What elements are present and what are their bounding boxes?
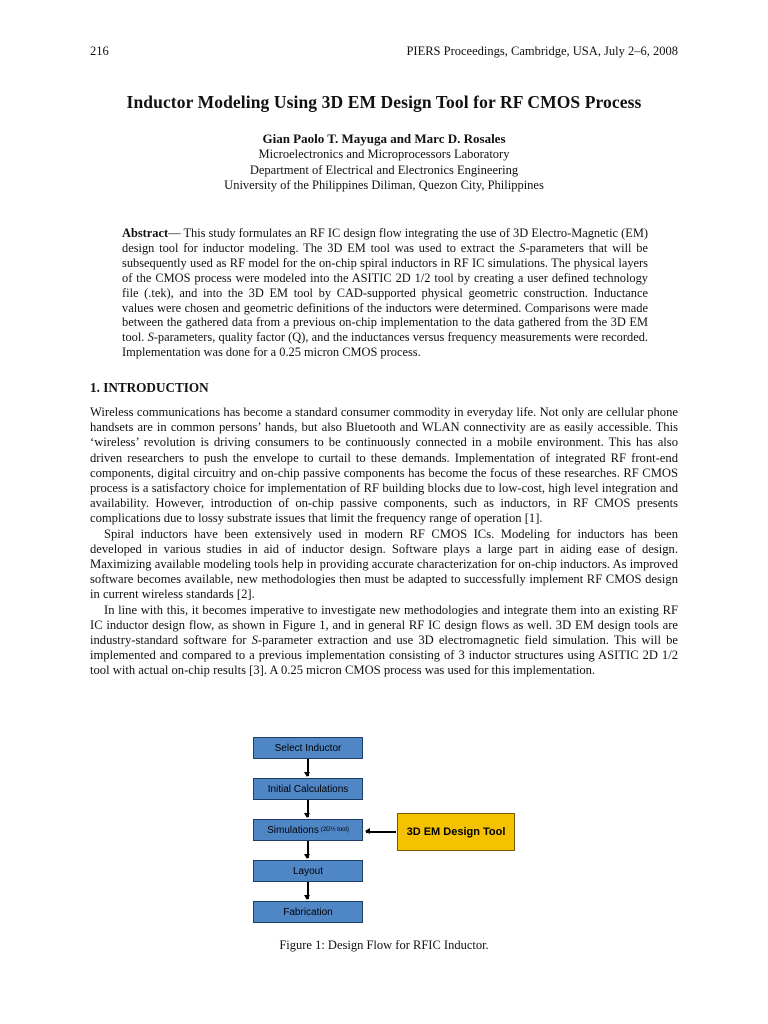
arrow-4: [307, 882, 309, 899]
abstract-text-2: -parameters that will be subsequently used as RF model for the on-chip spiral inductors in RF IC simulations. The physical layers of the CMOS process were modeled into the ASITIC 2D 1/2 tool by creating a user defined technology file (.tek), and into the 3D EM tool by CAD-supported physical geometric construction. Inductance values were chosen and geometric definitions of the inductors were determined. Comparisons were made between the gathered data from a previous on-chip implementation to the data gathered from the 3D EM tool.: [122, 240, 648, 345]
step-simulations-label: Simulations: [267, 824, 319, 836]
abstract: [122, 226, 648, 360]
abstract-text-3: -parameters, quality factor (Q), and the inductances versus frequency measurements were recorded. Implementation was done for a 0.25 micron CMOS process.: [122, 330, 648, 360]
paragraph-1: Wireless communications has become a standard consumer commodity in everyday life. Not only are cellular phone handsets are in common persons’ hands, but also Bluetooth and WLAN connectivity are as easily accessible. This ‘wireless’ revolution is driving consumers to be continuously connected in a mobile environment. This has also driven researchers to push the envelope to curtail to these demands. Implementation of integrated RF front-end components, digital circuitry and on-chip passive components has become the focus of these researches. RF CMOS process is a satisfactory choice for implementation of RF building blocks due to low-cost, high level integration and availability. However, introduction of on-chip passive components, such as inductors, in RF CMOS presents complications due to lossy substrate issues that limit the frequency range of operation [1].: [90, 405, 678, 526]
abstract-label: Abstract: [122, 226, 169, 240]
arrow-1: [307, 759, 309, 776]
step-fabrication: Fabrication: [253, 901, 363, 923]
paragraph-2: Spiral inductors have been extensively used in modern RF CMOS ICs. Modeling for inductors has been developed in various studies in aid of inductor design. Software plays a large part in aiding ease of design. Maximizing available modeling tools help in providing accurate characterization for on-chip inductors. As improved software becomes available, new methodologies then must be adapted to successfully implement RF CMOS design in current wireless standards [2].: [90, 526, 678, 602]
paper-title: Inductor Modeling Using 3D EM Design Tool for RF CMOS Process: [126, 92, 642, 112]
step-layout: Layout: [253, 860, 363, 882]
abstract-dash: —: [168, 226, 184, 240]
step-simulations: [253, 819, 363, 841]
authors: Gian Paolo T. Mayuga and Marc D. Rosales: [262, 131, 506, 146]
design-flow-figure: [0, 735, 768, 965]
affiliation-university: University of the Philippines Diliman, Quezon City, Philippines: [224, 178, 544, 192]
page-number: 216: [90, 44, 109, 58]
proceedings-header: PIERS Proceedings, Cambridge, USA, July 2–6, 2008: [406, 44, 678, 58]
abstract-s-2: S: [147, 330, 154, 345]
step-select-inductor: Select Inductor: [253, 737, 363, 759]
step-simulations-note: (2D½ tool): [320, 827, 349, 833]
arrow-em-tool: [366, 831, 396, 833]
introduction-body: [90, 405, 678, 679]
abstract-s-1: S: [519, 240, 526, 255]
paragraph-3-s: S: [251, 633, 258, 648]
section-heading: 1. INTRODUCTION: [90, 380, 209, 395]
arrow-2: [307, 800, 309, 817]
step-initial-calculations: Initial Calculations: [253, 778, 363, 800]
affiliation-lab: Microelectronics and Microprocessors Laboratory: [258, 147, 510, 161]
paragraph-3: [90, 603, 678, 679]
affiliation-department: Department of Electrical and Electronics Engineering: [249, 163, 519, 177]
arrow-3: [307, 841, 309, 858]
em-design-tool-box: 3D EM Design Tool: [397, 813, 515, 851]
paragraph-3-text-b: -parameter extraction and use 3D electromagnetic field simulation. This will be implemented and compared to a previous implementation consisting of 3 inductor structures using ASITIC 2D 1/2 tool with actual on-chip results [3]. A 0.25 micron CMOS process was used for this implementation.: [90, 633, 678, 678]
paragraph-3-text-a: In line with this, it becomes imperative to investigate new methodologies and integrate them into an existing RF IC inductor design flow, as shown in Figure 1, and in general RF IC design flows as well. 3D EM design tools are industry-standard software for: [90, 602, 678, 648]
figure-caption: Figure 1: Design Flow for RFIC Inductor.: [279, 938, 489, 952]
abstract-text-1: This study formulates an RF IC design flow integrating the use of 3D Electro-Magnetic (EM) design tool for inductor modeling. The 3D EM tool was used to extract the: [122, 226, 648, 255]
